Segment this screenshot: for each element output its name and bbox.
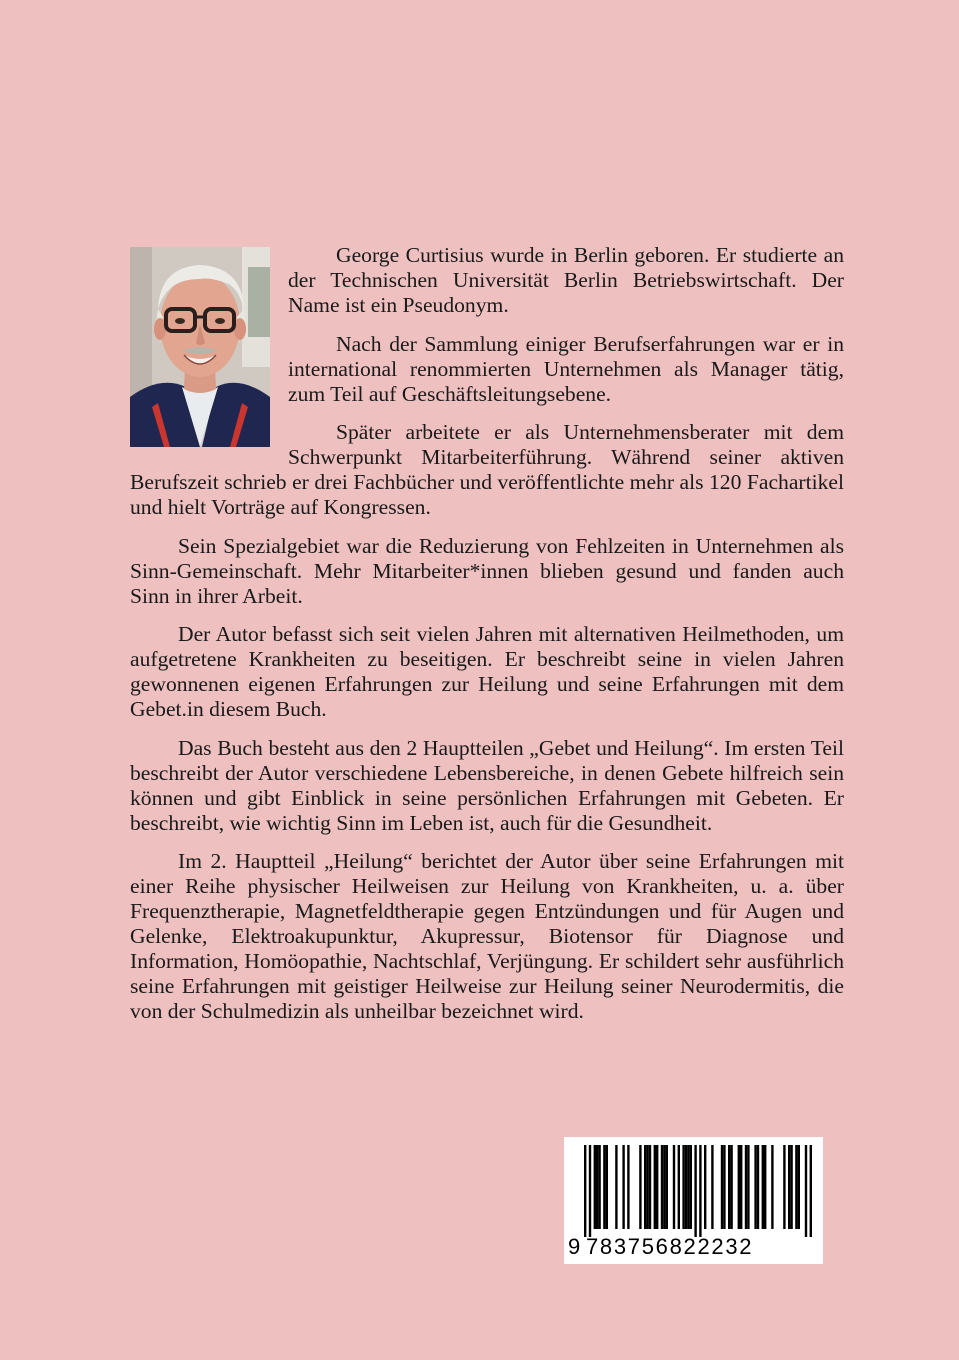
barcode-bar [723, 1145, 725, 1229]
barcode-bar [740, 1145, 742, 1229]
barcode-bar [795, 1145, 797, 1229]
barcode-bar [644, 1145, 646, 1229]
barcode-bar [615, 1145, 617, 1229]
barcode-bar [745, 1145, 747, 1229]
bio-paragraph-6: Das Buch besteht aus den 2 Hauptteilen „Gebet und Heilung“. Im ersten Teil beschreibt der Autor verschiedene Lebensbereiche, in denen Gebete hilfreich sein können und gibt Einblick in seine persönlichen Erfahrungen mit Gebeten. Er beschreibt, wie wichtig Sinn im Leben ist, auch für die Gesundheit. [130, 735, 844, 835]
isbn-remaining-digits: 783756822232 [586, 1234, 754, 1259]
barcode-bar [798, 1145, 800, 1229]
author-bio [130, 243, 844, 1038]
bio-paragraph-5: Der Autor befasst sich seit vielen Jahren mit alternativen Heilmethoden, um aufgetretene Krankheiten zu beseitigen. Er beschreibt seine in vielen Jahren gewonnenen eigenen Erfahrungen zur Heilung und seine Erfahrungen mit dem Gebet.in diesem Buch. [130, 622, 844, 721]
barcode-bar [685, 1145, 687, 1229]
barcode-bar [622, 1145, 624, 1229]
barcode-bar [646, 1145, 648, 1229]
barcode-bar [673, 1145, 675, 1229]
barcode-bar [790, 1145, 792, 1229]
barcode-bar [747, 1145, 749, 1229]
ean13-barcode-icon [564, 1137, 823, 1237]
barcode-bar [757, 1145, 759, 1229]
barcode-bar [594, 1145, 596, 1229]
barcode-bar [694, 1145, 696, 1237]
barcode-bar [584, 1145, 586, 1237]
barcode-bar [711, 1145, 713, 1229]
barcode-bar [682, 1145, 684, 1229]
bio-paragraph-3: Später arbeitete er als Unternehmensberater mit dem Schwerpunkt Mitarbeiterführung. Während seiner aktiven Berufszeit schrieb er drei Fachbücher und veröffentlichte mehr als 120 Fachartikel und hielt Vorträge auf Kongressen. [130, 420, 844, 519]
barcode-bar [627, 1145, 629, 1229]
barcode-bar [771, 1145, 773, 1229]
bio-paragraph-7: Im 2. Hauptteil „Heilung“ berichtet der Autor über seine Erfahrungen mit einer Reihe physischer Heilweisen zur Heilung von Krankheiten, u. a. über Frequenztherapie, Magnetfeldtherapie gegen Entzündungen und für Augen und Gelenke, Elektroakupunktur, Akupressur, Biotensor für Diagnose und Information, Homöopathie, Nachtschlaf, Verjüngung. Er schildert sehr ausführlich seine Erfahrungen mit geistiger Heilweise zur Heilung seiner Neurodermitis, die von der Schulmedizin als unheilbar bezeichnet wird. [130, 849, 844, 1023]
barcode-bar [639, 1145, 641, 1229]
bio-paragraph-4: Sein Spezialgebiet war die Reduzierung von Fehlzeiten in Unternehmen als Sinn-Gemeinschaft. Mehr Mitarbeiter*innen blieben gesund und fanden auch Sinn in ihrer Arbeit. [130, 533, 844, 608]
bio-paragraph-2: Nach der Sammlung einiger Berufserfahrungen war er in international renommierten Unternehmen als Manager tätig, zum Teil auf Geschäftsleitungsebene. [288, 331, 844, 406]
barcode-bar [730, 1145, 732, 1229]
barcode-bar [654, 1145, 656, 1229]
barcode-bar [661, 1145, 663, 1229]
isbn-number [564, 1233, 823, 1261]
barcode-bar [805, 1145, 807, 1237]
barcode-bar [721, 1145, 723, 1229]
barcode-bar [596, 1145, 598, 1229]
barcode-bar [699, 1145, 701, 1237]
barcode-bar [738, 1145, 740, 1229]
barcode-bar [764, 1145, 766, 1229]
barcode-bar [666, 1145, 668, 1229]
barcode-bar [606, 1145, 608, 1229]
author-portrait-icon [130, 247, 270, 447]
barcode-bar [783, 1145, 785, 1229]
barcode-bar [690, 1145, 692, 1229]
barcode-bar [728, 1145, 730, 1229]
barcode-bar [663, 1145, 665, 1229]
isbn-first-digit: 9 [568, 1234, 581, 1259]
barcode-bar [810, 1145, 812, 1237]
author-photo [130, 247, 270, 447]
barcode-bar [603, 1145, 605, 1229]
barcode-bar [704, 1145, 706, 1229]
barcode-bar [687, 1145, 689, 1229]
barcode-bar [598, 1145, 600, 1229]
barcode-bar [754, 1145, 756, 1229]
barcode-bar [762, 1145, 764, 1229]
barcode-bar [656, 1145, 658, 1229]
barcode-bar [589, 1145, 591, 1237]
barcode-bar [678, 1145, 680, 1229]
barcode-bar [788, 1145, 790, 1229]
barcode-bar [649, 1145, 651, 1229]
bio-paragraph-1: George Curtisius wurde in Berlin geboren. Er studierte an der Technischen Universität Berlin Betriebswirtschaft. Der Name ist ein Pseudonym. [288, 243, 844, 317]
isbn-barcode [564, 1137, 823, 1264]
